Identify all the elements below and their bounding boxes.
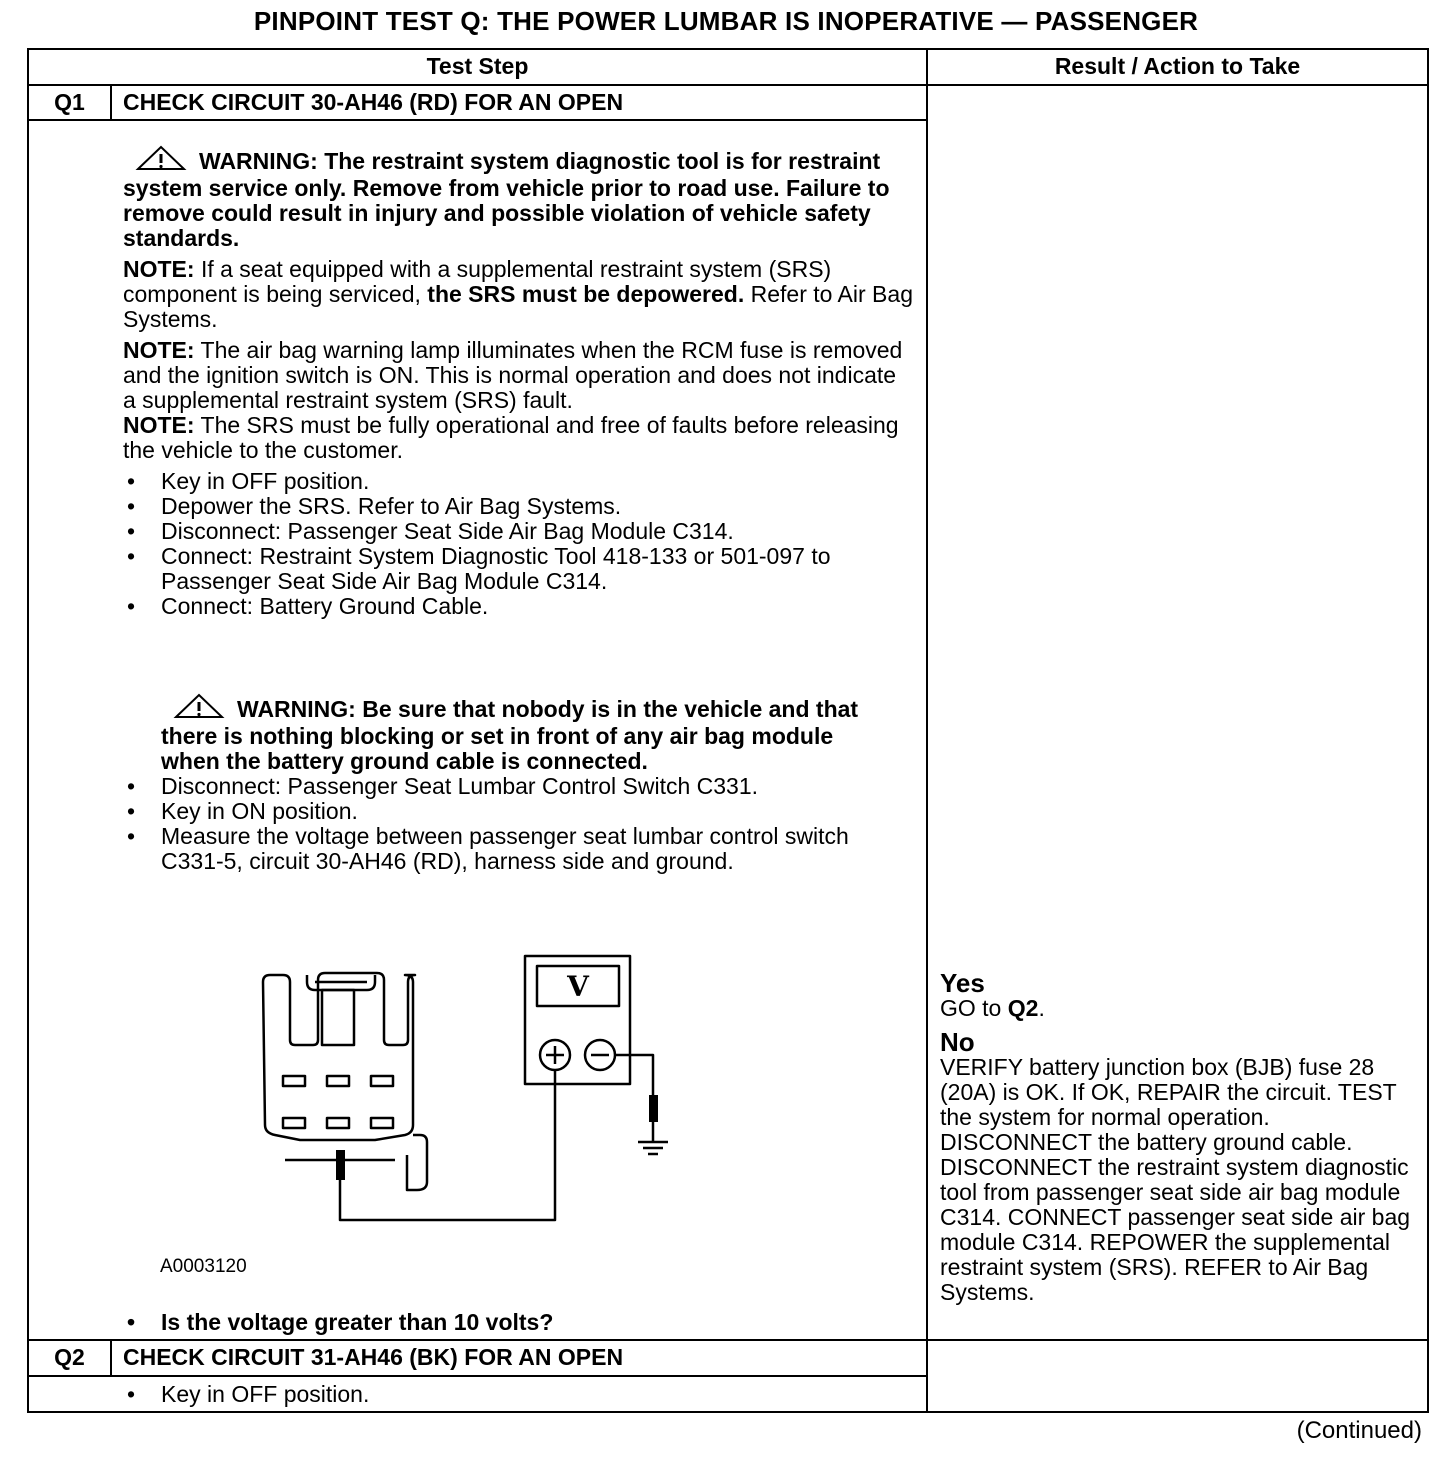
- q1-step-list-b: [123, 774, 883, 874]
- list-item: • Measure the voltage between passenger seat lumbar control switch C331-5, circuit 30-AH46 (RD), harness side and ground.: [123, 824, 883, 874]
- list-item: • Key in OFF position.: [123, 1382, 913, 1407]
- step-id-q1: Q1: [54, 89, 85, 115]
- voltage-measurement-diagram: [255, 950, 695, 1225]
- warning-triangle-icon: [135, 145, 187, 176]
- result-yes-action: GO to Q2.: [940, 995, 1045, 1021]
- list-item: • Disconnect: Passenger Seat Side Air Bag Module C314.: [123, 519, 883, 544]
- cavity: [283, 1118, 305, 1128]
- page-title: PINPOINT TEST Q: THE POWER LUMBAR IS INOPERATIVE — PASSENGER: [253, 6, 1199, 36]
- wire-exit: [407, 1135, 427, 1190]
- q1-question-list: [123, 1310, 913, 1335]
- header-result-action: Result / Action to Take: [1054, 53, 1301, 79]
- cavity: [327, 1076, 349, 1086]
- list-item: • Connect: Restraint System Diagnostic Tool 418-133 or 501-097 to Passenger Seat Side Air Bag Module C314.: [123, 544, 883, 594]
- list-item: • Connect: Battery Ground Cable.: [123, 594, 883, 619]
- figure-id: A0003120: [160, 1256, 247, 1277]
- probe-lead-negative: [615, 1055, 653, 1095]
- cavity: [371, 1076, 393, 1086]
- list-item: • Key in ON position.: [123, 799, 883, 824]
- step-heading-q1: CHECK CIRCUIT 30-AH46 (RD) FOR AN OPEN: [123, 89, 624, 115]
- warning-triangle-icon: [173, 693, 225, 724]
- list-item: • Key in OFF position.: [123, 469, 883, 494]
- result-yes-label: Yes: [940, 968, 985, 998]
- step-heading-q2: CHECK CIRCUIT 31-AH46 (BK) FOR AN OPEN: [123, 1344, 624, 1370]
- q1-body-top: [123, 145, 913, 619]
- note-depower: NOTE: If a seat equipped with a supplemental restraint system (SRS) component is being serviced, the SRS must be depowered. Refer to Air Bag Systems.: [123, 256, 913, 332]
- warning-nobody-in-vehicle: WARNING: Be sure that nobody is in the vehicle and that there is nothing blocking or set in front of any air bag module when the battery ground cable is connected.: [123, 693, 891, 774]
- q1-result: [940, 970, 1424, 1305]
- q1-body-bottom: [123, 693, 913, 874]
- connector-tab: [322, 990, 354, 1045]
- result-no-action: VERIFY battery junction box (BJB) fuse 28 (20A) is OK. If OK, REPAIR the circuit. TEST the system for normal operation. DISCONNECT the battery ground cable. DISCONNECT the restraint system diagnostic tool from passenger seat side air bag module C314. CONNECT passenger seat side air bag module C314. REPOWER the supplemental restraint system (SRS). REFER to Air Bag Systems.: [940, 1054, 1411, 1305]
- cavity: [283, 1076, 305, 1086]
- result-no-label: No: [940, 1027, 975, 1057]
- cavity: [327, 1118, 349, 1128]
- probe-lead-positive: [340, 1070, 555, 1220]
- step-id-q2: Q2: [54, 1344, 85, 1370]
- list-item: • Depower the SRS. Refer to Air Bag Systems.: [123, 494, 883, 519]
- note-warning-lamp: NOTE: The air bag warning lamp illuminates when the RCM fuse is removed and the ignition switch is ON. This is normal operation and does not indicate a supplemental restraint system (SRS) fault.: [123, 337, 903, 413]
- q1-step-list-a: [123, 469, 883, 619]
- continued-label: (Continued): [1296, 1417, 1422, 1444]
- question: • Is the voltage greater than 10 volts?: [123, 1310, 913, 1335]
- meter-symbol: V: [567, 970, 589, 1003]
- list-item: • Disconnect: Passenger Seat Lumbar Control Switch C331.: [123, 774, 883, 799]
- note-srs-operational: NOTE: The SRS must be fully operational and free of faults before releasing the vehicle to the customer.: [123, 412, 899, 463]
- cavity: [371, 1118, 393, 1128]
- warning-srs-tool: WARNING: The restraint system diagnostic tool is for restraint system service only. Remove from vehicle prior to road use. Failure to remove could result in injury and possible violation of vehicle safety standards.: [123, 145, 913, 251]
- header-test-step: Test Step: [426, 53, 529, 79]
- q2-step-list: [123, 1382, 913, 1407]
- connector-c331-outline: [263, 973, 415, 1140]
